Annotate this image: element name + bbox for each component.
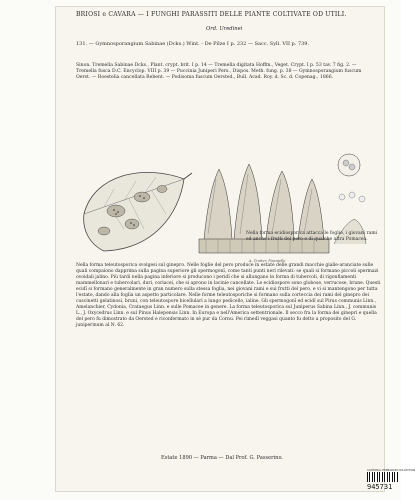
printed-page <box>55 6 385 492</box>
figure-caption: A. Trotter, Pisaniello <box>249 259 286 263</box>
collection-footer: Estate 1890 — Parma — Dal Prof. G. Passerino. <box>161 455 284 461</box>
infected-leaf-illustration <box>74 159 194 259</box>
species-entry <box>76 41 309 47</box>
page-header: BRIOSI e CAVARA — I FUNGHI PARASSITI DELLE PIANTE COLTIVATE OD UTILI. <box>76 11 347 18</box>
entry-number: 131. <box>76 41 88 47</box>
aecidia-section-illustration <box>194 149 374 261</box>
description-body: Nella forma teleutosporica svolgesi sul ginepro. Nelle foglie del pero produce in estate delle grandi macchie gialle-aranciate sulle quali compaiono dapprima sulla pagina superiore gli spermogonî, come tanti punti neri rilevati: se quali si formano piccoli spermazi ovoidali jalino. Più tardi nella pagina inferiore si producono i peridî che si allungano in forma di tubercoli, di rigonfiamenti mammellonari e tubercolari, duri, coriacei, che si aprono in lacinie cancellate. Le ecidiospore sono globose, verrucose, brune. Questi ecidî si formano generalmente in gran numero sulla stessa foglia, nei giovani rami e sui frutti del pero, e vi si mantengono per tutta l'estate, dando alla foglia un aspetto particolare. Nelle forme teleutosporiche si formano sulla corteccia dei rami del ginepro dei cuscinetti gelatinosi, bruni, con teleutospore bicellulari a lungo pedicello, ialine. Gli spermogonî ed ecidî sul Pirus communis Linn., Amelanchier, Cydonia, Crataegus Linn. e sulle Pomacee in genere. La forma teleutosporica sul Juniperus Sabina Linn., J. communis L., J. Oxycedrus Linn. e sul Pinus Halepensis Linn. In Europa e nell'America settentrionale. Il secco fra la forma dei ginepri e quella del pero fu dimostrato da Oersted e riconfermato in sé pur da Cornu. Pei rimedî veggasi quanto fu detto a proposito del G. juniperinum al N. 62. <box>76 263 381 329</box>
stamp-label: CANTONAL HERBARIUM COLLECTION <box>367 469 415 472</box>
specimen-number: 945731 <box>367 483 393 491</box>
barcode-stamp <box>367 469 415 493</box>
entry-title: — Gymnosporangium Sabinae (Dcks.) Wint. - De Pilze I p. 232 — Sacc. Syll. VII p. 739. <box>88 41 310 47</box>
order-heading: Ord. Uredinei <box>206 26 243 32</box>
barcode-icon <box>367 472 398 482</box>
synonyms-paragraph: Sinon. Tremella Sabinae Dcks., Plant. crypt. brit. I p. 14 — Tremella digitata Hoffm., Veget. Crypt. I p. 53 tav. 7 fig. 2. — Tremella fusca D.C. Encyclop. VIII p. 39 — Puccinia Juniperi Pers., Dispos. Meth. fung. p. 38 — Gymnosporangium fuscum Oerst. — Roestelia cancellata Rebent. — Podisoma fuscum Oersted., Bull. Acad. Roy. d. Sc. d. Copenag., 1866. <box>76 63 362 80</box>
description-intro: Nella forma ecidiosporica attacca le foglie, i giovani rami ed anche i frutti del pero e di qualche altra Pomacea. <box>246 231 378 242</box>
